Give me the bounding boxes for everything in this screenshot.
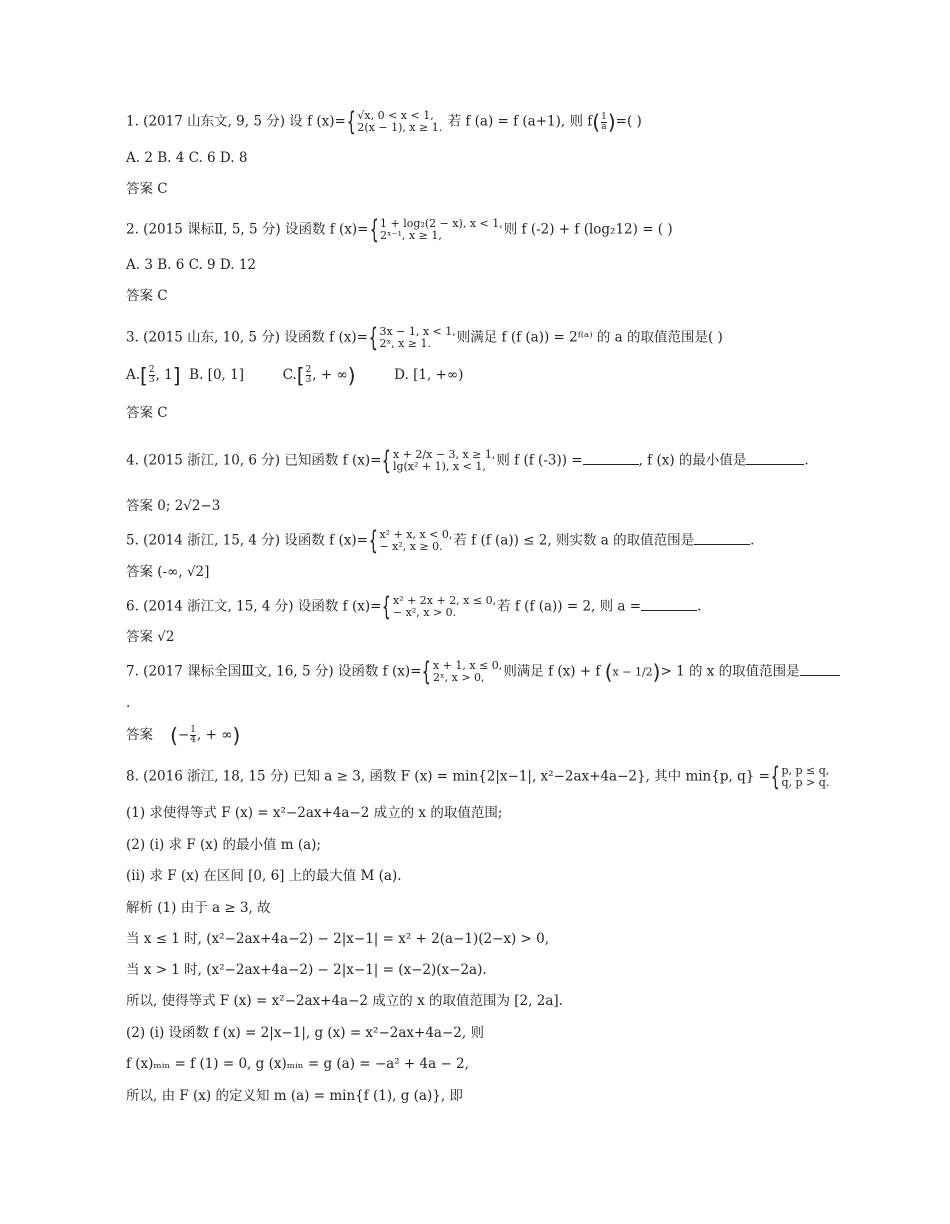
q5-cases — [379, 529, 452, 553]
q3-a-fraction — [149, 366, 155, 385]
q8-line: 解析 (1) 由于 a ≥ 3, 故 — [126, 900, 271, 916]
q7-answer-num: 1 — [190, 725, 197, 735]
q8-case2: q, p > q. — [781, 776, 830, 789]
q7-case1: x + 1, x ≤ 0, — [432, 659, 503, 672]
q1-answer: 答案 C — [126, 181, 168, 197]
q6-prefix: 6. (2014 浙江文, 15, 4 分) 设函数 f (x)= — [126, 598, 382, 615]
question-6 — [126, 592, 702, 622]
answer-blank[interactable] — [694, 532, 750, 545]
q1-frac-num: 1 — [601, 111, 607, 122]
q7-answer-label: 答案 — [126, 727, 153, 743]
paren-open: ( — [604, 660, 613, 684]
answer-blank[interactable] — [583, 452, 639, 465]
paren-close: ) — [652, 660, 661, 684]
q5-case1: x² + x, x < 0, — [379, 528, 453, 541]
left-brace: { — [368, 526, 378, 556]
q6-end: . — [697, 598, 702, 615]
q5-suffix: 若 f (f (a)) ≤ 2, 则实数 a 的取值范围是 — [453, 532, 695, 549]
question-5 — [126, 526, 755, 556]
q8-case1: p, p ≤ q, — [781, 764, 830, 777]
q7-answer-sign: − — [177, 727, 190, 743]
q1-frac-den: a — [601, 121, 607, 132]
q8-line: 当 x > 1 时, (x²−2ax+4a−2) − 2|x−1| = (x−2)(x−2a). — [126, 962, 487, 978]
left-brace: { — [422, 657, 432, 687]
left-brace: { — [346, 107, 356, 137]
q8-line: 当 x ≤ 1 时, (x²−2ax+4a−2) − 2|x−1| = x² + 2(a−1)(2−x) > 0, — [126, 931, 550, 947]
q6-suffix: 若 f (f (a)) = 2, 则 a = — [497, 598, 642, 615]
q4-prefix: 4. (2015 浙江, 10, 6 分) 已知函数 f (x)= — [126, 452, 382, 469]
question-2 — [126, 215, 673, 245]
question-4 — [126, 446, 809, 476]
q7-inner: x − 1/2 — [612, 665, 653, 679]
q3-cases — [379, 326, 455, 350]
q5-end: . — [750, 532, 755, 549]
q7-suffix: > 1 的 x 的取值范围是 — [660, 663, 800, 680]
question-7 — [126, 657, 840, 687]
q6-case2: − x², x > 0. — [392, 606, 457, 619]
q2-case2: 2ˣ⁻¹, x ≥ 1, — [380, 229, 442, 242]
q8-prefix: 8. (2016 浙江, 18, 15 分) 已知 a ≥ 3, 函数 F (x) = min{2|x−1|, x²−2ax+4a−2}, 其中 min{p, q} = — [126, 768, 770, 785]
left-brace: { — [382, 446, 392, 476]
paren-open: ( — [592, 110, 601, 134]
left-brace: { — [382, 592, 392, 622]
q3-options — [126, 363, 464, 388]
q7-answer-den: 4 — [190, 735, 197, 745]
left-brace: { — [368, 323, 378, 353]
q3-c-den: 3 — [305, 375, 312, 385]
q2-cases — [380, 218, 503, 242]
q8-cases — [781, 765, 829, 789]
q2-answer: 答案 C — [126, 288, 168, 304]
q2-case1: 1 + log₂(2 − x), x < 1, — [380, 217, 503, 230]
q1-prefix: 1. (2017 山东文, 9, 5 分) 设 f (x)= — [126, 113, 346, 130]
left-brace: { — [369, 215, 379, 245]
left-brace: { — [770, 762, 780, 792]
q7-answer-rest: , + ∞ — [197, 727, 233, 743]
q3-a-den: 3 — [148, 375, 155, 385]
q3-a-num: 2 — [148, 365, 155, 375]
question-3 — [126, 323, 723, 353]
q8-line: f (x)ₘᵢₙ = f (1) = 0, g (x)ₘᵢₙ = g (a) = −a² + 4a − 2, — [126, 1056, 469, 1072]
q3-c-rest: , + ∞ — [312, 367, 348, 383]
bracket-close: ] — [172, 363, 181, 388]
q3-option-d: D. [1, +∞) — [394, 367, 464, 383]
q3-prefix: 3. (2015 山东, 10, 5 分) 设函数 f (x)= — [126, 329, 368, 346]
q1-case1: √x, 0 < x < 1, — [357, 109, 434, 122]
q7-answer — [126, 723, 241, 748]
answer-blank[interactable] — [746, 452, 804, 465]
answer-blank[interactable] — [641, 598, 697, 611]
q1-options: A. 2 B. 4 C. 6 D. 8 — [126, 150, 248, 166]
q4-case2: lg(x² + 1), x < 1, — [392, 460, 486, 473]
question-1 — [126, 107, 642, 137]
q6-cases — [393, 595, 496, 619]
q7-answer-fraction — [190, 726, 196, 745]
q4-end: . — [804, 452, 809, 469]
q5-answer: 答案 (-∞, √2] — [126, 564, 210, 580]
q3-case2: 2ˣ, x ≥ 1. — [379, 337, 432, 350]
question-8 — [126, 762, 830, 792]
paren-close: ) — [232, 723, 241, 748]
q2-prefix: 2. (2015 课标Ⅱ, 5, 5 分) 设函数 f (x)= — [126, 221, 369, 238]
q8-line: 所以, 由 F (x) 的定义知 m (a) = min{f (1), g (a)}, 即 — [126, 1088, 463, 1104]
answer-blank[interactable] — [800, 663, 840, 676]
q1-suffix: =( ) — [615, 113, 642, 130]
q1-cases — [357, 110, 442, 134]
q3-option-a-label: A. — [126, 367, 141, 383]
q7-cases — [433, 660, 502, 684]
bracket-open: [ — [140, 363, 148, 388]
q2-suffix: 则 f (-2) + f (log₂12) = ( ) — [503, 221, 673, 238]
q3-option-c-label: C. — [282, 367, 297, 383]
q3-suffix: 则满足 f (f (a)) = 2ᶠ⁽ᵃ⁾ 的 a 的取值范围是( ) — [456, 329, 723, 346]
q7-dot: . — [126, 695, 131, 711]
q6-case1: x² + 2x + 2, x ≤ 0, — [392, 594, 497, 607]
bracket-open: [ — [296, 363, 305, 388]
q4-mid: 则 f (f (-3)) = — [496, 452, 583, 469]
q8-line: (ii) 求 F (x) 在区间 [0, 6] 上的最大值 M (a). — [126, 868, 402, 884]
q3-option-b: B. [0, 1] — [189, 367, 244, 383]
q7-case2: 2ˣ, x > 0, — [432, 671, 485, 684]
paren-close: ) — [347, 363, 356, 388]
q3-c-fraction — [306, 366, 312, 385]
q4-cases — [393, 449, 495, 473]
q3-case1: 3x − 1, x < 1, — [379, 325, 456, 338]
q5-case2: − x², x ≥ 0. — [379, 540, 443, 553]
paren-close: ) — [607, 110, 616, 134]
q4-answer: 答案 0; 2√2−3 — [126, 498, 221, 514]
q7-mid: 则满足 f (x) + f — [503, 663, 601, 680]
q1-fraction — [601, 113, 607, 132]
q3-c-num: 2 — [305, 365, 312, 375]
q4-case1: x + 2/x − 3, x ≥ 1, — [392, 448, 496, 461]
q3-a-rest: , 1 — [155, 367, 173, 383]
q6-answer: 答案 √2 — [126, 629, 175, 645]
q4-mid2: , f (x) 的最小值是 — [638, 452, 747, 469]
paren-open: ( — [170, 723, 178, 748]
q2-options: A. 3 B. 6 C. 9 D. 12 — [126, 257, 257, 273]
q5-prefix: 5. (2014 浙江, 15, 4 分) 设函数 f (x)= — [126, 532, 368, 549]
q8-line: (1) 求使得等式 F (x) = x²−2ax+4a−2 成立的 x 的取值范围; — [126, 805, 503, 821]
q7-prefix: 7. (2017 课标全国Ⅲ文, 16, 5 分) 设函数 f (x)= — [126, 663, 422, 680]
q8-line: (2) (i) 设函数 f (x) = 2|x−1|, g (x) = x²−2ax+4a−2, 则 — [126, 1025, 484, 1041]
q8-line: (2) (i) 求 F (x) 的最小值 m (a); — [126, 837, 321, 853]
q1-case2: 2(x − 1), x ≥ 1. — [357, 121, 443, 134]
q8-line: 所以, 使得等式 F (x) = x²−2ax+4a−2 成立的 x 的取值范围为 [2, 2a]. — [126, 993, 563, 1009]
q3-answer: 答案 C — [126, 405, 168, 421]
q1-mid: 若 f (a) = f (a+1), 则 f — [443, 113, 593, 130]
